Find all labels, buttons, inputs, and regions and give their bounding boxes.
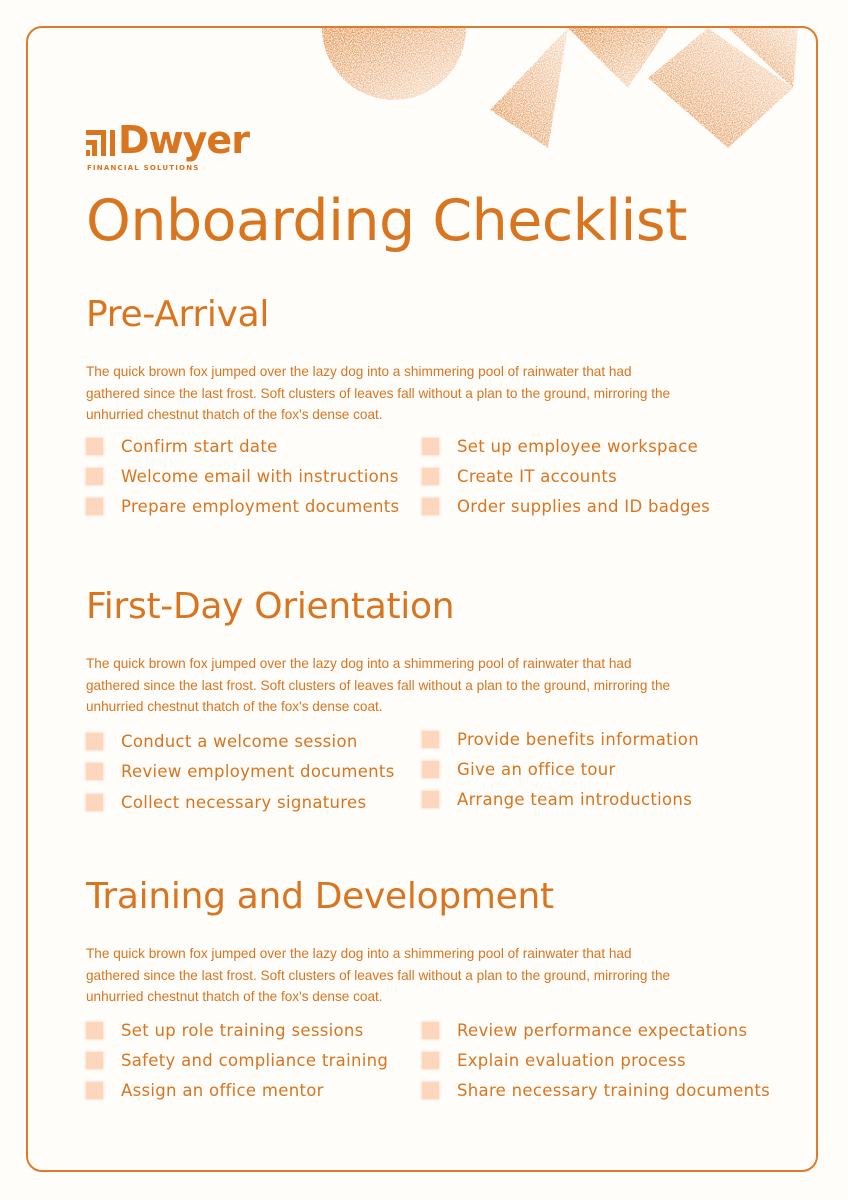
checkbox-icon[interactable]: [86, 1082, 103, 1099]
checklist-item[interactable]: Share necessary training documents: [422, 1081, 770, 1100]
checkbox-icon[interactable]: [86, 763, 103, 780]
checklist-item[interactable]: Collect necessary signatures: [86, 793, 366, 812]
checklist-item[interactable]: Order supplies and ID badges: [422, 497, 710, 516]
checklist-item[interactable]: Provide benefits information: [422, 730, 699, 749]
page-title: Onboarding Checklist: [86, 188, 687, 254]
section-first-day-orientation: [86, 586, 786, 812]
checklist-item[interactable]: Welcome email with instructions: [86, 467, 399, 486]
checkbox-icon[interactable]: [86, 468, 103, 485]
checkbox-icon[interactable]: [422, 761, 439, 778]
checklist-item[interactable]: Give an office tour: [422, 760, 616, 779]
checkbox-icon[interactable]: [86, 1052, 103, 1069]
checklist-item[interactable]: Assign an office mentor: [86, 1081, 324, 1100]
section-training-and-development: [86, 876, 786, 1100]
section-heading: First-Day Orientation: [86, 586, 455, 627]
checklist-item[interactable]: Review performance expectations: [422, 1021, 747, 1040]
checklist-item[interactable]: Prepare employment documents: [86, 497, 399, 516]
checkbox-icon[interactable]: [422, 438, 439, 455]
checkbox-icon[interactable]: [422, 1052, 439, 1069]
brand-tagline: FINANCIAL SOLUTIONS: [87, 164, 200, 172]
checkbox-icon[interactable]: [86, 794, 103, 811]
checkbox-icon[interactable]: [86, 438, 103, 455]
checklist-item[interactable]: Conduct a welcome session: [86, 732, 358, 751]
section-pre-arrival: [86, 294, 786, 516]
checkbox-icon[interactable]: [422, 731, 439, 748]
checklist-item[interactable]: Create IT accounts: [422, 467, 617, 486]
checkbox-icon[interactable]: [86, 733, 103, 750]
checklist-item[interactable]: Explain evaluation process: [422, 1051, 686, 1070]
checklist-item[interactable]: Safety and compliance training: [86, 1051, 388, 1070]
page-frame: [26, 26, 818, 1172]
section-heading: Pre-Arrival: [86, 294, 270, 335]
checkbox-icon[interactable]: [422, 791, 439, 808]
logo-mark-icon: [86, 128, 116, 158]
triangle-shape: [490, 28, 568, 148]
checklist-item[interactable]: Arrange team introductions: [422, 790, 692, 809]
section-body: The quick brown fox jumped over the lazy dog into a shimmering pool of rainwater that had gathered since the last frost. Soft clusters of leaves fall without a plan to the ground, mirroring the unhurried chestnut thatch of the fox's dense coat.: [86, 364, 671, 422]
half-circle-shape: [322, 28, 466, 100]
checkbox-icon[interactable]: [422, 468, 439, 485]
brand-name: Dwyer: [118, 118, 249, 162]
section-heading: Training and Development: [86, 876, 554, 917]
checkbox-icon[interactable]: [86, 1022, 103, 1039]
checkbox-icon[interactable]: [422, 1082, 439, 1099]
checklist-item[interactable]: Set up role training sessions: [86, 1021, 364, 1040]
checklist-item[interactable]: Review employment documents: [86, 762, 395, 781]
checkbox-icon[interactable]: [86, 498, 103, 515]
checkbox-icon[interactable]: [422, 498, 439, 515]
section-body: The quick brown fox jumped over the lazy dog into a shimmering pool of rainwater that had gathered since the last frost. Soft clusters of leaves fall without a plan to the ground, mirroring the unhurried chestnut thatch of the fox's dense coat.: [86, 946, 671, 1004]
checklist-item[interactable]: Confirm start date: [86, 437, 278, 456]
section-body: The quick brown fox jumped over the lazy dog into a shimmering pool of rainwater that had gathered since the last frost. Soft clusters of leaves fall without a plan to the ground, mirroring the unhurried chestnut thatch of the fox's dense coat.: [86, 656, 671, 714]
checklist-item[interactable]: Set up employee workspace: [422, 437, 698, 456]
checkbox-icon[interactable]: [422, 1022, 439, 1039]
